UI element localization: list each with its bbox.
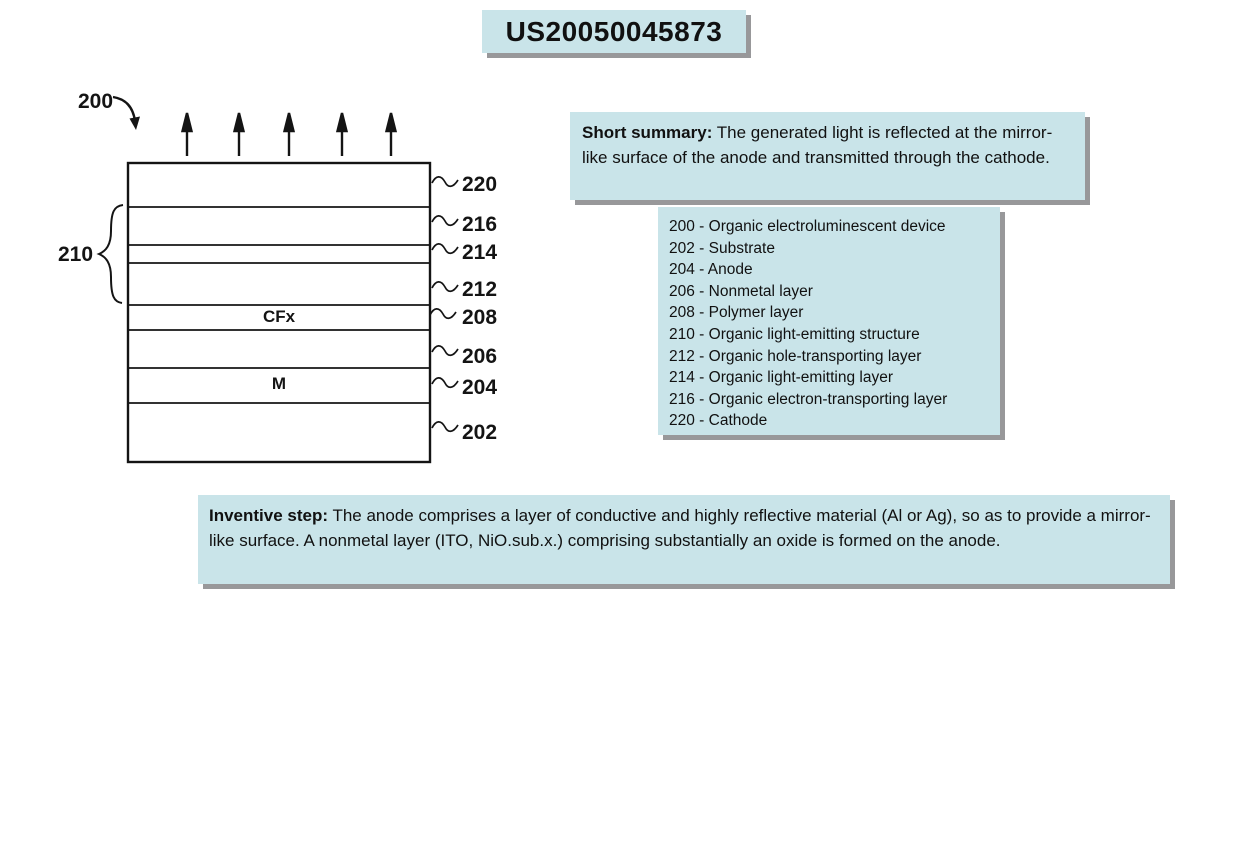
patent-number-title <box>482 10 746 53</box>
inventive-step-text: The anode comprises a layer of conductive and highly reflective material (Al or Ag), so as to provide a mirror-like surface. A nonmetal layer (ITO, NiO.sub.x.) comprising substantially an oxide is formed on the anode. <box>209 506 1151 550</box>
legend-item: 208 - Polymer layer <box>669 304 804 322</box>
anode-layer-text: M <box>271 374 287 393</box>
short-summary-text: The generated light is reflected at the mirror-like surface of the anode and transmitted through the cathode. <box>582 123 1053 167</box>
figure-ref-label-220: 220 <box>462 173 498 196</box>
figure-ref-label-202: 202 <box>462 421 498 444</box>
inventive-step-label: Inventive step: <box>209 506 329 525</box>
ref-leader-squiggles <box>430 177 458 431</box>
legend-item: 216 - Organic electron-transporting layer <box>669 390 948 408</box>
polymer-layer-text: CFx <box>262 307 296 326</box>
figure-ref-label-206: 206 <box>462 345 498 368</box>
patent-figure <box>55 85 545 485</box>
figure-ref-label-212: 212 <box>462 278 498 301</box>
legend-item: 220 - Cathode <box>669 412 768 430</box>
patent-number-text: US20050045873 <box>505 15 723 47</box>
figure-ref-label-210: 210 <box>58 243 94 266</box>
figure-ref-label-216: 216 <box>462 213 498 236</box>
inventive-step-box <box>198 495 1170 584</box>
legend-item: 202 - Substrate <box>669 239 775 257</box>
structure-bracket <box>99 205 123 303</box>
light-emission-arrows <box>183 113 396 156</box>
reference-legend-box <box>658 207 1000 435</box>
legend-item: 200 - Organic electroluminescent device <box>669 218 946 235</box>
device-ref-arrow <box>113 97 140 130</box>
legend-item: 206 - Nonmetal layer <box>669 282 813 300</box>
figure-ref-label-214: 214 <box>462 241 498 264</box>
figure-ref-label-208: 208 <box>462 306 498 329</box>
short-summary-box <box>570 112 1085 200</box>
legend-item: 204 - Anode <box>669 261 753 279</box>
short-summary-label: Short summary: <box>582 123 713 142</box>
legend-item: 212 - Organic hole-transporting layer <box>669 347 922 365</box>
legend-item: 210 - Organic light-emitting structure <box>669 325 920 343</box>
figure-ref-label-204: 204 <box>462 376 498 399</box>
legend-item: 214 - Organic light-emitting layer <box>669 369 893 387</box>
figure-ref-label-200: 200 <box>78 90 114 113</box>
